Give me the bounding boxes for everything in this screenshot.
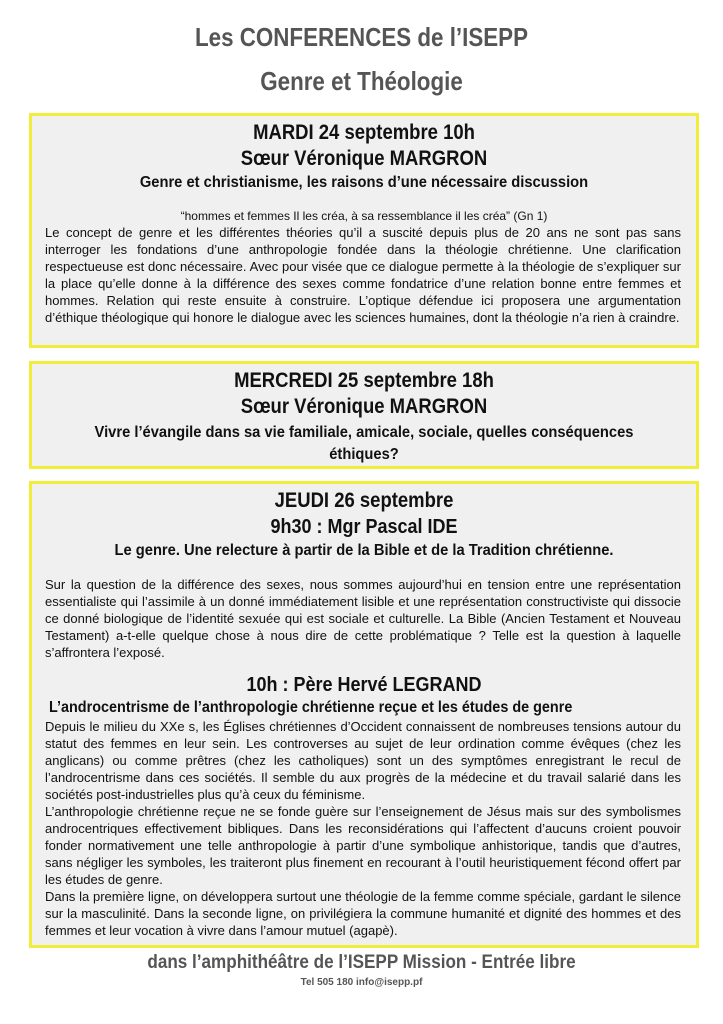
talk-speaker: 10h : Père Hervé LEGRAND bbox=[246, 674, 482, 696]
talk-title: L’androcentrisme de l’anthropologie chrétienne reçue et les études de genre bbox=[49, 699, 573, 716]
talk-description: Sur la question de la différence des sexes, nous sommes aujourd’hui en tension entre une représentation essentialiste qui l’assimile à un donné immédiatement lisible et une représentation constructiviste qui dissocie ce donné biologique de l’identité sexuée qui est sociale et culturelle. La Bible (Ancien Testament et Nouveau Testament) a-t-elle quelque chose à nous dire de cette problématique ? Telle est la question à laquelle s’affrontera l’exposé. bbox=[45, 577, 681, 660]
talk-description: Depuis le milieu du XXe s, les Églises chrétiennes d’Occident connaissent de nombreuses tensions autour du statut des femmes en leur sein. Les controverses au sujet de leur ordination comme évêques (chez les anglicans) ou comme prêtres (chez les catholiques) sont un des symptômes enregistrant le recul de l’androcentrisme dans ces sociétés. Il semble du aux progrès de la médecine et du travail salarié dans les sociétés post-industrielles plus qu’à ceux du féminisme. bbox=[45, 719, 681, 802]
session-day: MERCREDI 25 septembre 18h bbox=[234, 369, 494, 392]
session-description: Le concept de genre et les différentes théories qu’il a suscité depuis plus de 20 ans ne sont pas sans interroger les fondations d’une anthropologie fondée dans la théologie chrétienne. Une clarification respectueuse est donc nécessaire. Avec pour visée que ce dialogue permette à la théologie de s’expliquer sur la place qu’elle donne à la différence des sexes comme fondatrice d’une relation bonne entre femmes et hommes. Relation qui reste ensuite à construire. L’optique défendue ici proposera une argumentation d’éthique théologique qui honore le dialogue avec les sciences humaines, dont la théologie n’a rien à craindre. bbox=[45, 225, 681, 325]
talk-speaker: 9h30 : Mgr Pascal IDE bbox=[270, 516, 458, 538]
talk-description: L’anthropologie chrétienne reçue ne se fonde guère sur l’enseignement de Jésus mais sur des symbolismes androcentriques effectivement bibliques. Dans les reconsidérations qui l’affectent d’aucuns croient pouvoir fonder normativement une telle anthropologie à partir d’une symbolique anhistorique, tandis que d’autres, sans négliger les symboles, les traiteront plus finement en recourant à l’outil heuristiquement fécond offert par les études de genre. bbox=[45, 804, 681, 887]
page-subtitle: Genre et Théologie bbox=[260, 66, 463, 96]
contact-info: Tel 505 180 info@isepp.pf bbox=[300, 977, 423, 988]
session-speaker: Sœur Véronique MARGRON bbox=[240, 395, 488, 418]
session-day: JEUDI 26 septembre bbox=[274, 489, 454, 512]
venue-info: dans l’amphithéâtre de l’ISEPP Mission - Entrée libre bbox=[147, 952, 576, 973]
talk-title: Le genre. Une relecture à partir de la Bible et de la Tradition chrétienne. bbox=[114, 542, 614, 559]
session-title: Genre et christianisme, les raisons d’une nécessaire discussion bbox=[139, 174, 589, 191]
session-box-wednesday bbox=[29, 361, 699, 469]
session-title: Vivre l’évangile dans sa vie familiale, amicale, sociale, quelles conséquences éthiques? bbox=[94, 424, 634, 463]
session-day: MARDI 24 septembre 10h bbox=[253, 121, 475, 144]
talk-description: Dans la première ligne, on développera surtout une théologie de la femme comme spéciale, gardant le silence sur la masculinité. Dans la seconde ligne, on privilégiera la commune humanité et dignité des hommes et des femmes et leur vocation à vivre dans l’amour mutuel (agapè). bbox=[45, 889, 681, 938]
page-title: Les CONFERENCES de l’ISEPP bbox=[194, 22, 529, 52]
session-box-thursday bbox=[29, 481, 699, 948]
session-speaker: Sœur Véronique MARGRON bbox=[240, 147, 488, 170]
session-box-tuesday bbox=[29, 113, 699, 348]
bible-quote: “hommes et femmes Il les créa, à sa ressemblance il les créa” (Gn 1) bbox=[180, 209, 548, 223]
